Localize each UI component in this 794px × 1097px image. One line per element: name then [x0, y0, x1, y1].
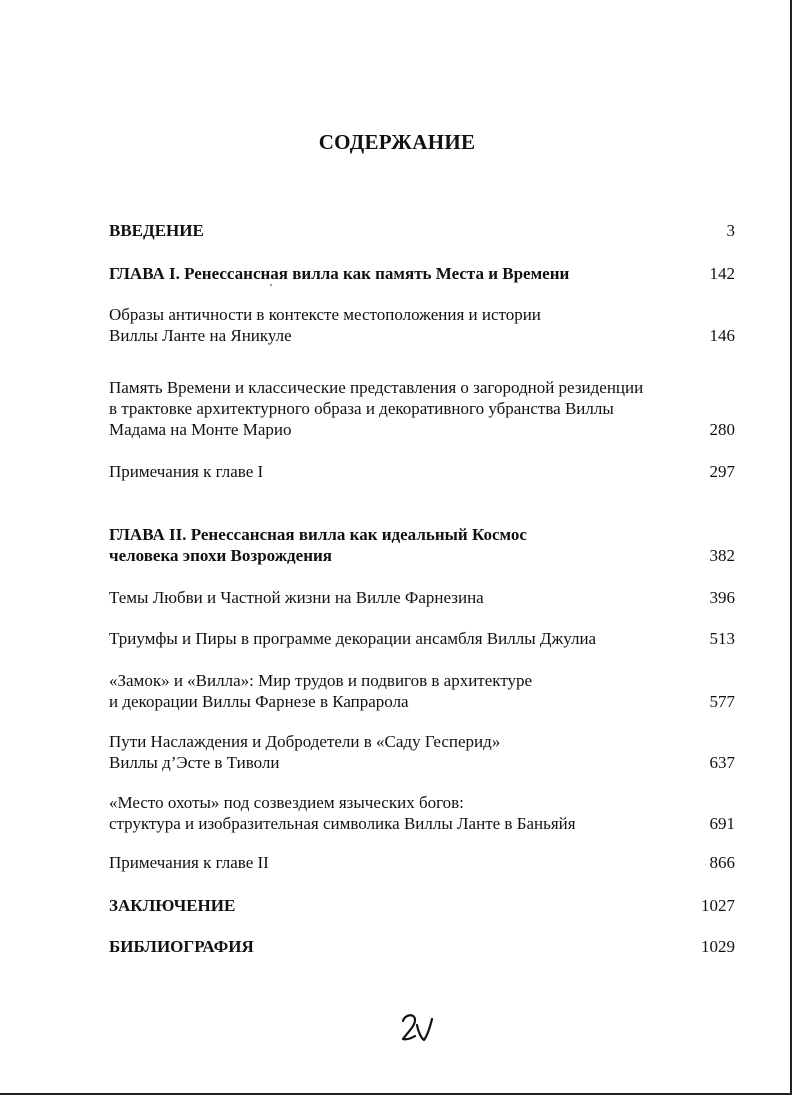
toc-entry-text: Триумфы и Пиры в программе декорации ансамбля Виллы Джулиа	[109, 629, 597, 648]
toc-entry-section	[109, 731, 735, 773]
toc-page-number: 637	[709, 753, 735, 772]
toc-entry-text: Пути Наслаждения и Добродетели в «Саду Гесперид» Виллы д’Эсте в Тиволи	[109, 732, 501, 772]
toc-entry-text: Образы античности в контексте местоположения и истории Виллы Ланте на Яникуле	[109, 305, 541, 345]
toc-entry-text: Примечания к главе II	[109, 853, 269, 872]
toc-entry-text: Память Времени и классические представления о загородной резиденции в трактовке архитектурного образа и декоративного убранства Виллы Мадама на Монте Марио	[109, 378, 644, 439]
toc-entry-section	[109, 377, 735, 440]
toc-entry-text: «Замок» и «Вилла»: Мир трудов и подвигов в архитектуре и декорации Виллы Фарнезе в Капрарола	[109, 671, 533, 711]
toc-page-number: 396	[709, 588, 735, 607]
toc-page-number: 577	[709, 692, 735, 711]
toc-page-number: 382	[709, 546, 735, 565]
toc-entry-notes	[109, 461, 735, 482]
stray-mark: ʼ	[269, 282, 273, 294]
toc-page-number: 1029	[701, 937, 735, 956]
toc-entry-chapter-2	[109, 524, 735, 566]
toc-entry-introduction	[109, 220, 735, 241]
toc-entry-section	[109, 670, 735, 712]
toc-entry-conclusion	[109, 895, 735, 916]
toc-entry-section	[109, 792, 735, 834]
toc-entry-text: ГЛАВА I. Ренессансная вилла как память Места и Времени	[109, 264, 570, 283]
toc-entry-chapter-1	[109, 263, 735, 284]
toc-page-number: 1027	[701, 896, 735, 915]
toc-page-number: 280	[709, 420, 735, 439]
toc-entry-text: Темы Любви и Частной жизни на Вилле Фарнезина	[109, 588, 484, 607]
toc-page-number: 146	[709, 326, 735, 345]
toc-page-number: 142	[709, 264, 735, 283]
toc-page-number: 297	[709, 462, 735, 481]
toc-entry-section	[109, 587, 735, 608]
toc-entry-section	[109, 628, 735, 649]
toc-entry-text: Примечания к главе I	[109, 462, 264, 481]
toc-entry-section	[109, 304, 735, 346]
toc-page-number: 3	[726, 221, 735, 240]
toc-entry-text: ЗАКЛЮЧЕНИЕ	[109, 896, 236, 915]
toc-entry-bibliography	[109, 936, 735, 957]
toc-entry-text: «Место охоты» под созвездием языческих богов: структура и изобразительная символика Виллы Ланте в Баньяйя	[109, 793, 576, 833]
page-title: СОДЕРЖАНИЕ	[318, 130, 476, 154]
toc-entry-notes	[109, 852, 735, 873]
handwritten-page-number	[396, 1009, 436, 1049]
toc-entry-text: ГЛАВА II. Ренессансная вилла как идеальный Космос человека эпохи Возрождения	[109, 525, 527, 565]
toc-entry-text: БИБЛИОГРАФИЯ	[109, 937, 254, 956]
toc-page-number: 691	[709, 814, 735, 833]
toc-page-number: 866	[709, 853, 735, 872]
toc-page-number: 513	[709, 629, 735, 648]
toc-entry-text: ВВЕДЕНИЕ	[109, 221, 204, 240]
